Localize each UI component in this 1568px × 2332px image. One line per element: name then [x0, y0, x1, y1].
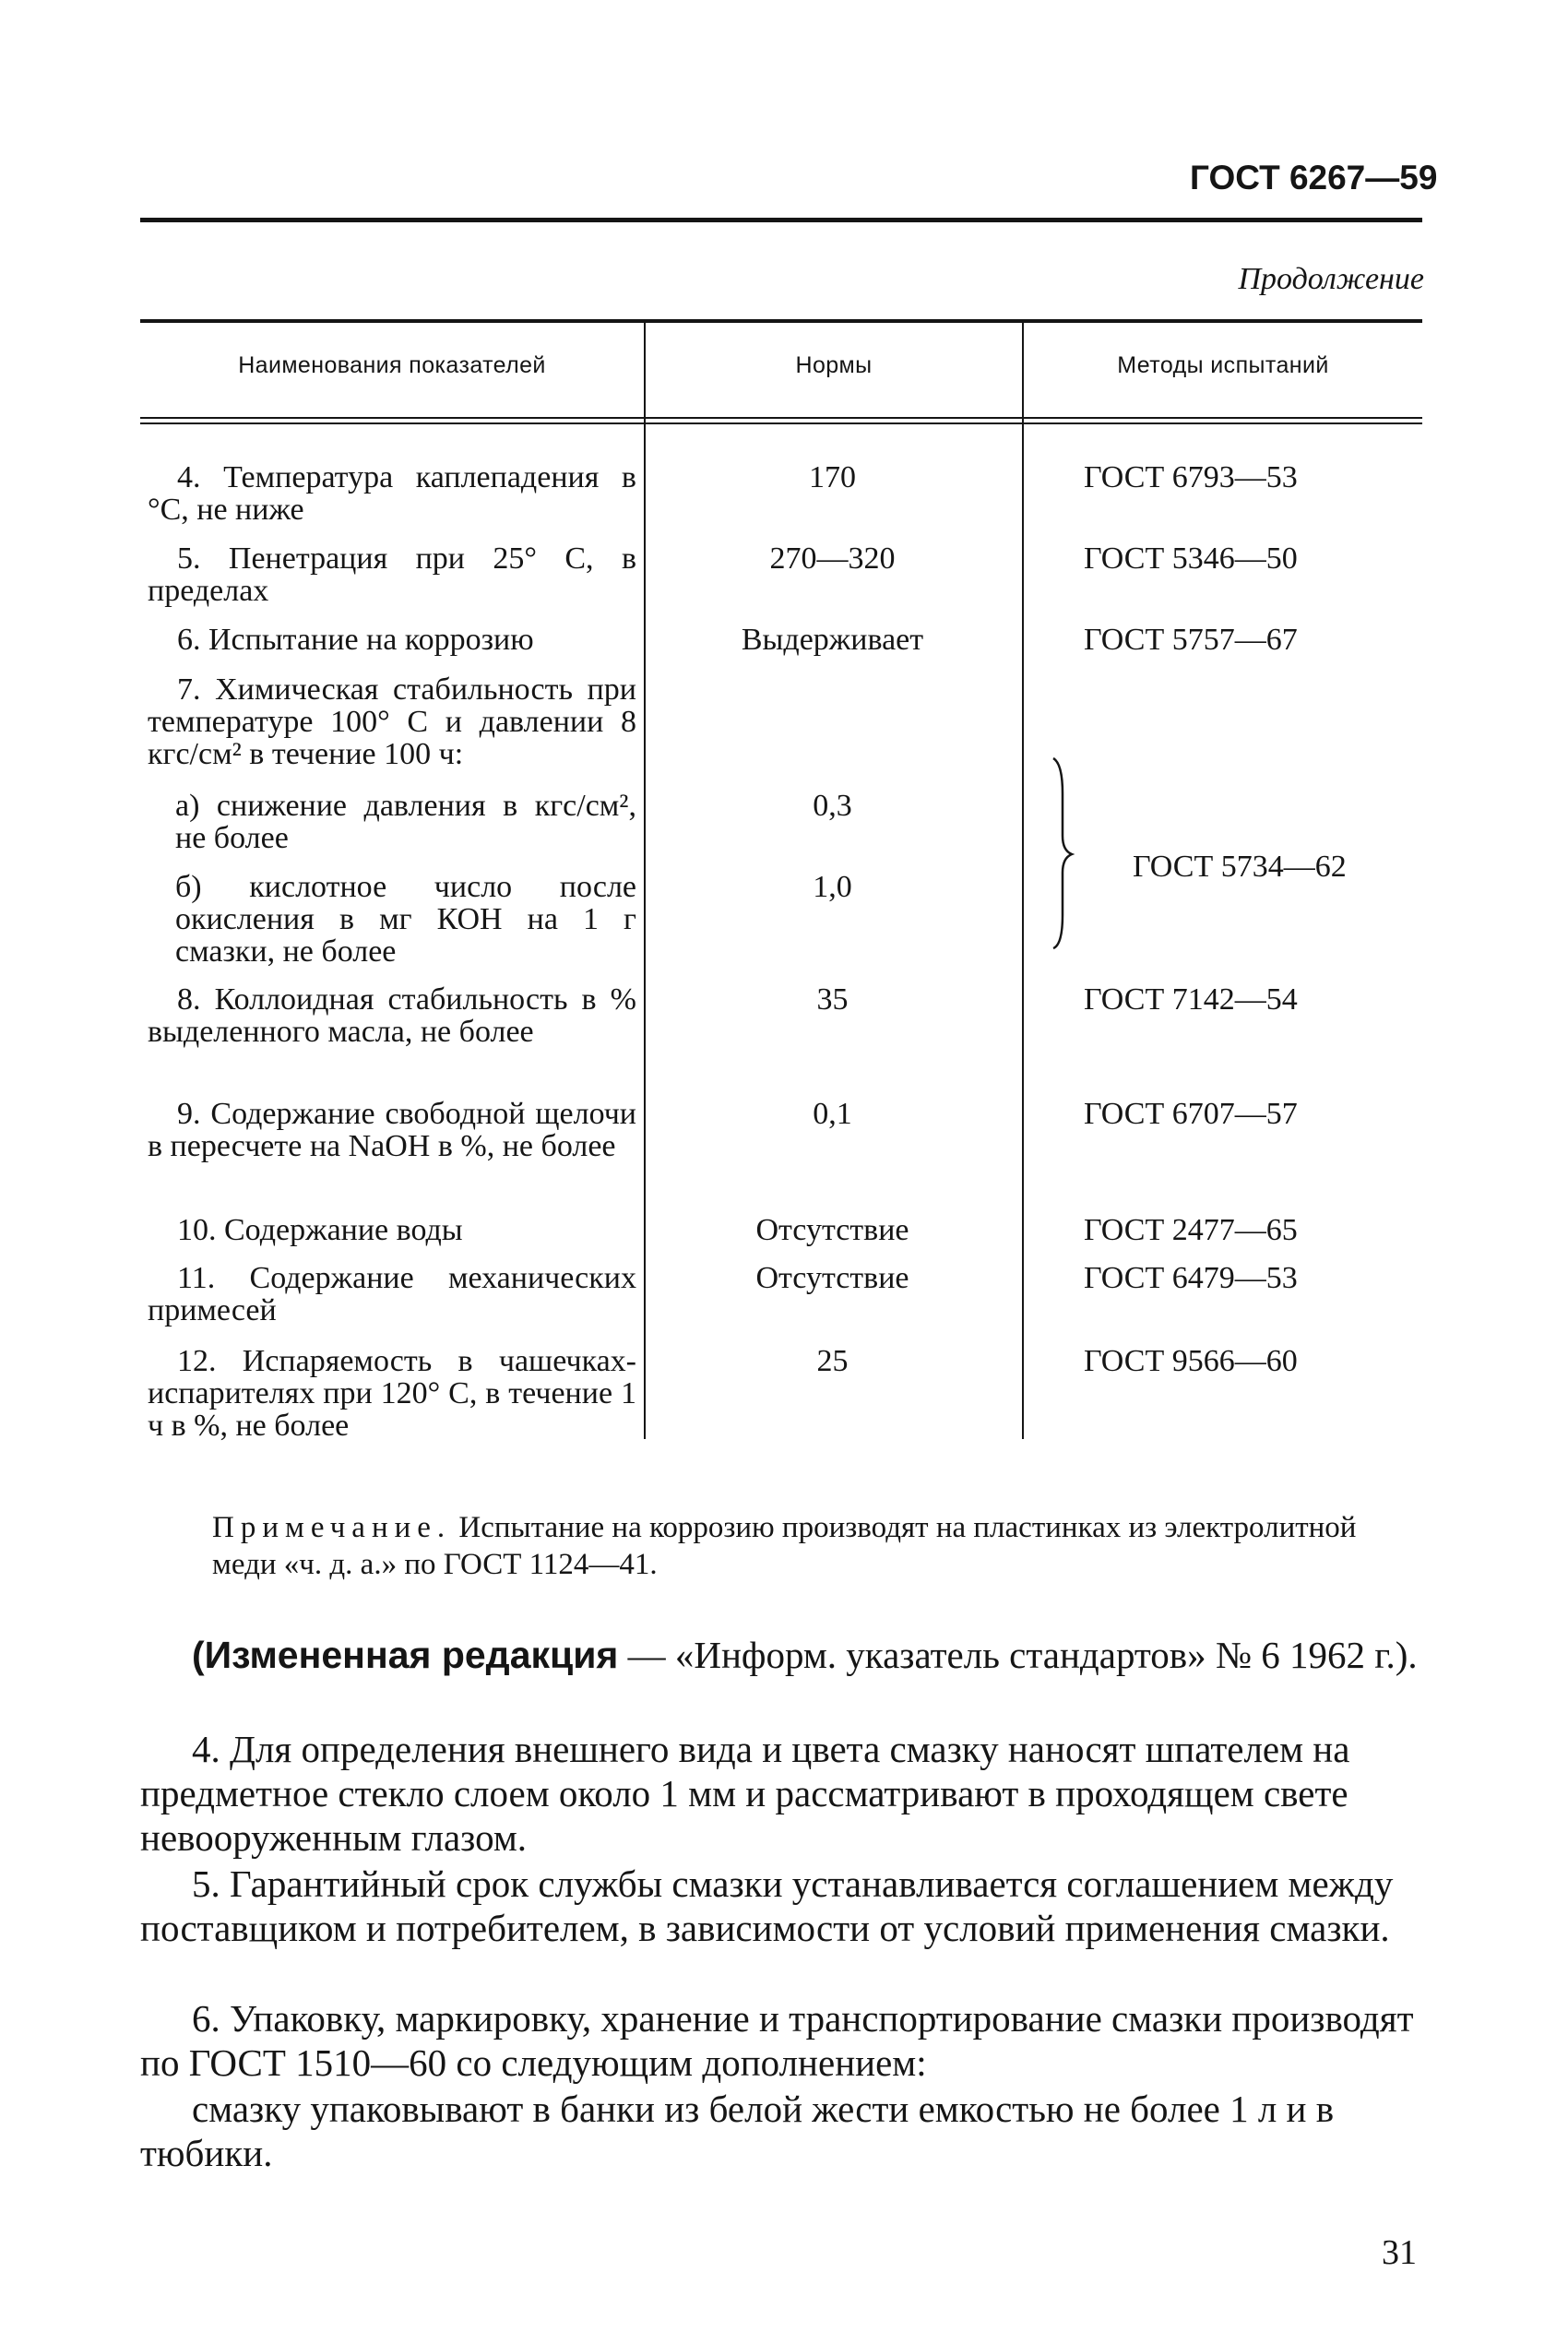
paragraph-4: 4. Для определения внешнего вида и цвета смазку наносят шпателем на предметное стекло слоем около 1 мм и рассматривают в проходящем свете невооруженным глазом. — [140, 1728, 1350, 1859]
brace-icon — [1050, 756, 1077, 950]
column-divider-2 — [1022, 323, 1024, 1439]
column-header-method: Методы испытаний — [1117, 352, 1329, 378]
table-subrow-name: б) кислотное число после окисления в мг КОН на 1 г смазки, не более — [175, 870, 636, 969]
table-row-norm: 170 — [809, 460, 856, 494]
table-row-norm: Выдерживает — [741, 623, 924, 657]
table-row-method: ГОСТ 5757—67 — [1084, 623, 1298, 657]
page-number: 31 — [1382, 2233, 1417, 2272]
table-row-method: ГОСТ 5734—62 — [1133, 850, 1347, 884]
amendment-text: — «Информ. указатель стандартов» № 6 1962 г.). — [627, 1634, 1418, 1676]
table-row-name: 7. Химическая стабильность при температуре 100° С и давлении 8 кгс/см² в течение 100 ч: — [148, 672, 636, 771]
table-subrow-name: а) снижение давления в кгс/см², не более — [175, 789, 636, 855]
table-row-norm: 35 — [816, 982, 849, 1017]
paragraph-5: 5. Гарантийный срок службы смазки устанавливается соглашением между поставщиком и потребителем, в зависимости от условий применения смазки. — [140, 1862, 1394, 1949]
table-row-name: 9. Содержание свободной щелочи в пересчете на NaOH в %, не более — [148, 1097, 636, 1163]
table-row-norm: 1,0 — [813, 870, 852, 904]
header-rule — [140, 218, 1422, 222]
table-row-method: ГОСТ 7142—54 — [1084, 982, 1298, 1017]
amendment-label: (Измененная редакция — [192, 1634, 619, 1676]
table-row-method: ГОСТ 6793—53 — [1084, 460, 1298, 494]
table-row-name: 5. Пенетрация при 25° С, в пределах — [148, 541, 636, 608]
column-header-norm: Нормы — [795, 352, 873, 378]
amendment — [192, 1633, 1422, 1677]
continuation-label: Продолжение — [1238, 262, 1424, 296]
table-row-method: ГОСТ 5346—50 — [1084, 541, 1298, 576]
table-top-rule — [140, 319, 1422, 323]
table-row-method: ГОСТ 9566—60 — [1084, 1344, 1298, 1378]
column-divider-1 — [644, 323, 646, 1439]
document-id: ГОСТ 6267—59 — [1190, 159, 1438, 196]
note-label: Примечание. — [212, 1511, 452, 1544]
table-row-norm: Отсутствие — [755, 1213, 909, 1247]
table-row-norm: 0,3 — [813, 789, 852, 823]
table-row-name: 11. Содержание механических примесей — [148, 1261, 636, 1327]
table-row-name: 8. Коллоидная стабильность в % выделенного масла, не более — [148, 982, 636, 1049]
table-row-norm: Отсутствие — [755, 1261, 909, 1295]
header-separator — [140, 417, 1422, 419]
paragraph-packing: смазку упаковывают в банки из белой жести емкостью не более 1 л и в тюбики. — [140, 2088, 1335, 2174]
column-header-name: Наименования показателей — [238, 352, 546, 378]
table-row-name: 10. Содержание воды — [177, 1213, 463, 1247]
note-text: Испытание на коррозию производят на пластинках из электролитной меди «ч. д. а.» по ГОСТ 1124—41. — [212, 1511, 1357, 1581]
table-row-method: ГОСТ 2477—65 — [1084, 1213, 1298, 1247]
table-row-method: ГОСТ 6707—57 — [1084, 1097, 1298, 1131]
table-row-norm: 270—320 — [769, 541, 896, 576]
table-row-method: ГОСТ 6479—53 — [1084, 1261, 1298, 1295]
table-row-norm: 0,1 — [813, 1097, 852, 1131]
paragraph-6: 6. Упаковку, маркировку, хранение и транспортирование смазки производят по ГОСТ 1510—60 со следующим дополнением: — [140, 1997, 1414, 2084]
table-row-norm: 25 — [816, 1344, 849, 1378]
header-separator-2 — [140, 422, 1422, 424]
table-note — [212, 1509, 1422, 1583]
table-row-name: 6. Испытание на коррозию — [177, 623, 534, 657]
table-row-name: 4. Температура каплепадения в °С, не ниже — [148, 460, 636, 527]
table-row-name: 12. Испаряемость в чашечках-испарителях при 120° С, в течение 1 ч в %, не более — [148, 1344, 636, 1443]
